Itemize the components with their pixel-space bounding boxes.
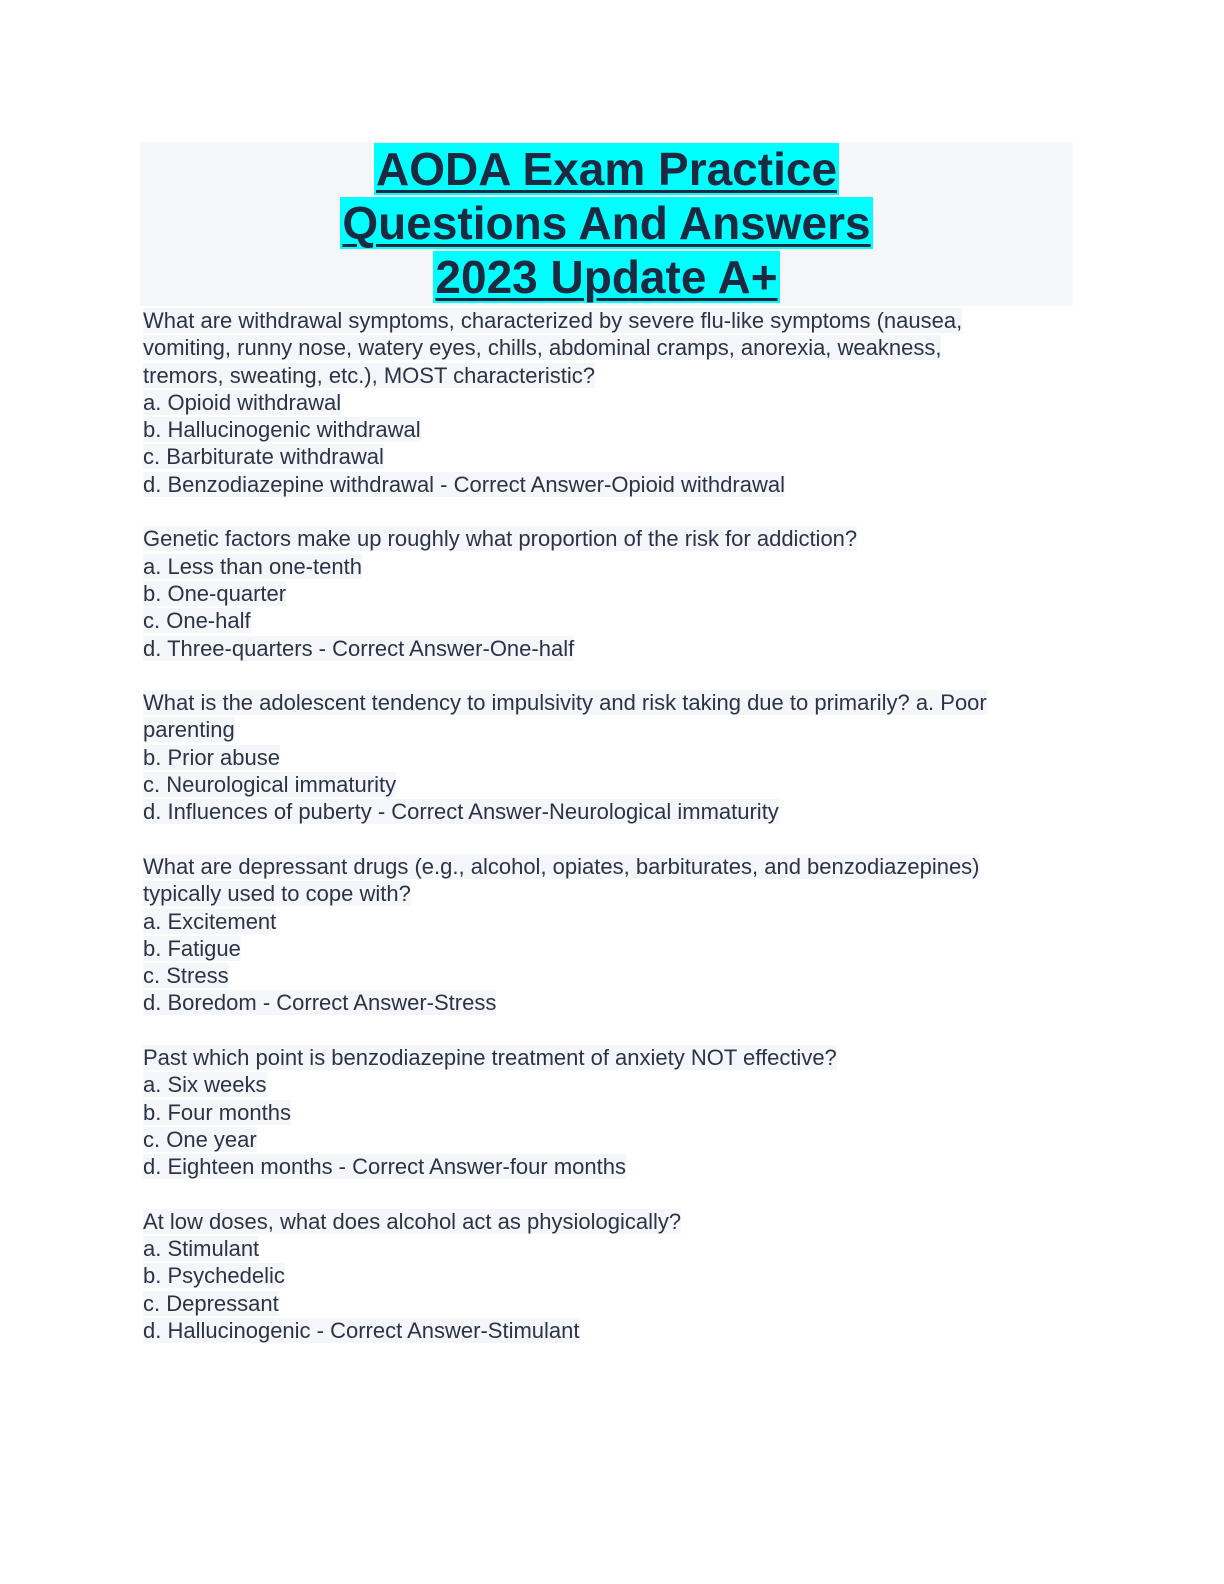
question-text: vomiting, runny nose, watery eyes, chills, abdominal cramps, anorexia, weakness,	[143, 335, 942, 361]
document-title	[140, 142, 1073, 306]
option-a: a. Stimulant	[143, 1236, 260, 1262]
question-block	[143, 853, 1073, 1017]
option-b: b. Hallucinogenic withdrawal	[143, 417, 421, 443]
option-a: a. Six weeks	[143, 1072, 267, 1098]
title-line	[140, 250, 1073, 304]
option-c: c. Stress	[143, 963, 229, 989]
question-text: What are withdrawal symptoms, characterized by severe flu-like symptoms (nausea,	[143, 308, 963, 333]
option-d-with-answer: d. Three-quarters - Correct Answer-One-half	[143, 635, 575, 661]
option-d-with-answer: d. Boredom - Correct Answer-Stress	[143, 990, 497, 1016]
question-list	[143, 307, 1073, 1372]
question-text: tremors, sweating, etc.), MOST characteristic?	[143, 362, 595, 388]
option-d-with-answer: d. Benzodiazepine withdrawal - Correct Answer-Opioid withdrawal	[143, 471, 785, 497]
option-c: c. One-half	[143, 608, 251, 634]
question-text: Past which point is benzodiazepine treatment of anxiety NOT effective?	[143, 1045, 837, 1071]
option-b: b. Prior abuse	[143, 744, 280, 770]
option-a: a. Excitement	[143, 908, 277, 934]
option-c: c. Depressant	[143, 1290, 279, 1316]
question-text: Genetic factors make up roughly what proportion of the risk for addiction?	[143, 526, 858, 552]
option-d-with-answer: d. Influences of puberty - Correct Answer-Neurological immaturity	[143, 799, 779, 825]
option-b: b. Fatigue	[143, 935, 241, 961]
option-c: c. Barbiturate withdrawal	[143, 444, 384, 470]
question-block	[143, 307, 1073, 498]
option-c: c. One year	[143, 1126, 257, 1152]
question-text: At low doses, what does alcohol act as physiologically?	[143, 1208, 682, 1234]
title-line	[140, 142, 1073, 196]
question-block	[143, 525, 1073, 661]
option-a: a. Opioid withdrawal	[143, 389, 342, 415]
title-line-text: AODA Exam Practice	[375, 143, 838, 195]
title-line-text: Questions And Answers	[342, 197, 871, 249]
option-b: b. Four months	[143, 1099, 291, 1125]
option-b: b. One-quarter	[143, 580, 287, 606]
title-line-text: 2023 Update A+	[435, 251, 778, 303]
option-b: b. Psychedelic	[143, 1263, 285, 1289]
title-line	[140, 196, 1073, 250]
question-text: What is the adolescent tendency to impulsivity and risk taking due to primarily? a. Poor	[143, 690, 987, 716]
question-text: parenting	[143, 717, 235, 743]
question-block	[143, 1044, 1073, 1180]
option-d-with-answer: d. Eighteen months - Correct Answer-four months	[143, 1154, 626, 1180]
option-a: a. Less than one-tenth	[143, 553, 362, 579]
question-text: What are depressant drugs (e.g., alcohol, opiates, barbiturates, and benzodiazepines)	[143, 853, 980, 879]
question-block	[143, 689, 1073, 825]
question-block	[143, 1208, 1073, 1344]
question-text: typically used to cope with?	[143, 881, 411, 907]
option-d-with-answer: d. Hallucinogenic - Correct Answer-Stimulant	[143, 1317, 580, 1343]
option-c: c. Neurological immaturity	[143, 772, 397, 798]
